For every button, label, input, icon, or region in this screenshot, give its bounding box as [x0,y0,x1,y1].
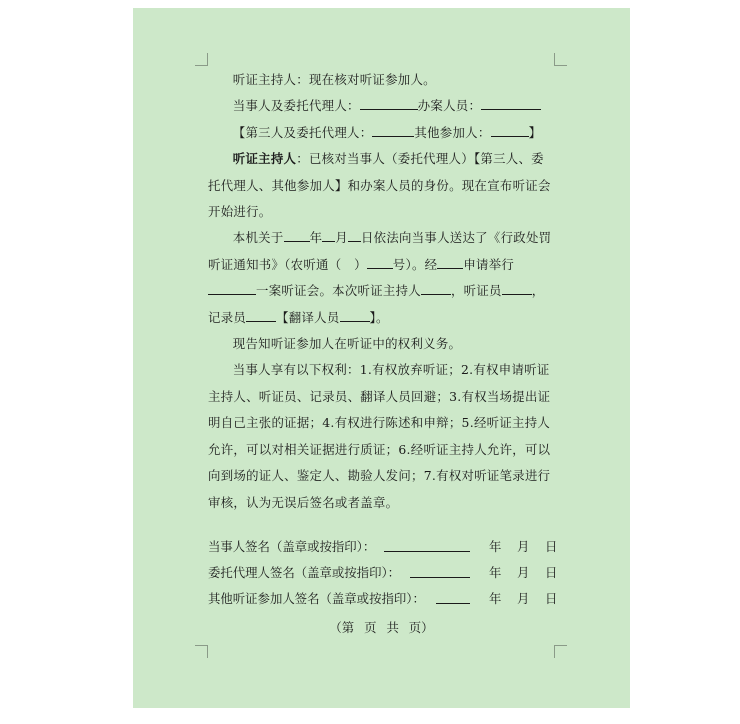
signature-row-party: 当事人签名（盖章或按指印）： 年 月 日 [208,539,558,554]
signature-line [384,551,470,552]
paragraph-verify-participants: 听证主持人：现在核对听证参加人。 [232,72,436,87]
paragraph-identity-checked: 听证主持人：已核对当事人（委托代理人）【第三人、委托代理人、其他参加人】和办案人员的身份。现在宣布听证会开始进行。 [208,151,551,220]
paragraph-rights-notice: 现告知听证参加人在听证中的权利义务。 [232,336,462,352]
blank-other-participant [491,123,529,137]
crop-mark-bottom-left [195,645,208,658]
paragraph-party-agent: 当事人及委托代理人： 办案人员： [208,93,554,119]
signature-line [410,577,470,578]
paragraph-hearing-notice: 本机关于 年 月 日依法向当事人送达了《行政处罚听证通知书》（农听通（ ） 号）。经 申请举行一案听证会。本次听证主持人 ，听证员 ，记录员 【翻译人员 】。 [208,230,552,325]
signature-row-agent: 委托代理人签名（盖章或按指印）： 年 月 日 [208,565,558,580]
crop-mark-top-left [195,53,208,66]
crop-mark-top-right [554,53,567,66]
page-number-footer: （第 页 共 页） [329,620,434,635]
document-page [133,8,630,708]
signature-section [208,534,558,612]
signature-row-other: 其他听证参加人签名（盖章或按指印）： 年 月 日 [208,591,558,606]
signature-line [436,603,470,604]
blank-third-party [372,123,414,137]
crop-mark-bottom-right [554,645,567,658]
host-label: 听证主持人 [232,151,297,167]
blank-party-agent [360,96,418,110]
paragraph-third-party: 【第三人及委托代理人： 其他参加人： 】 [232,124,542,140]
blank-case-handler [481,96,541,110]
document-body [208,67,554,516]
paragraph-party-rights: 当事人享有以下权利：1.有权放弃听证；2.有权申请听证主持人、听证员、记录员、翻译人员回避；3.有权当场提出证明自己主张的证据；4.有权进行陈述和申辩；5.经听证主持人允许，可以对相关证据进行质证；6.经听证主持人允许，可以向到场的证人、鉴定人、勘验人发问；7.有权对听证笔录进行审核，认为无误后签名或者盖章。 [208,362,551,510]
